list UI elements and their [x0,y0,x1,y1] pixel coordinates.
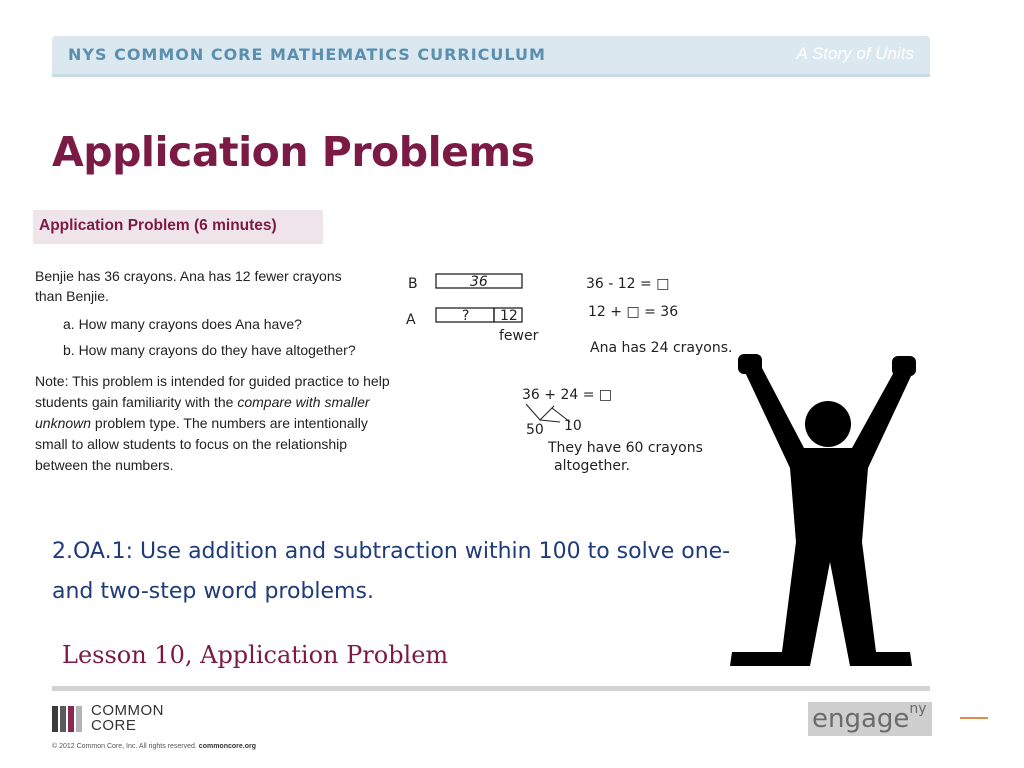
header-underline [52,74,930,77]
tape-label-a: A [406,312,416,328]
tape-a-value: 12 [500,308,518,324]
engage-ny-logo [808,702,932,736]
common-core-wordmark [91,703,164,733]
teacher-note [35,371,390,476]
page-title: Application Problems [52,128,535,176]
footer-divider [52,686,930,691]
common-core-logo-icon [52,706,84,732]
cheering-figure-icon [726,346,934,668]
decorative-dash [960,717,988,719]
question-b: b. How many crayons do they have altogether? [63,342,356,358]
section-subhead: Application Problem (6 minutes) [33,210,323,244]
fewer-label: fewer [499,328,539,344]
tape-label-b: B [408,276,418,292]
curriculum-title: NYS COMMON CORE MATHEMATICS CURRICULUM [68,45,546,64]
tape-b-value: 36 [470,274,488,290]
note-suffix: problem type. The numbers are intentionally small to allow students to focus on the relationship between the numbers. [35,415,368,473]
engage-text: engage [812,704,910,734]
note-emphasis: compare with smaller unknown [35,394,370,431]
cc-line2: CORE [91,717,137,734]
student-work-sketch [400,262,740,482]
lesson-label: Lesson 10, Application Problem [62,641,449,669]
equation-missing-addend: 12 + □ = 36 [588,304,679,320]
answer-b-line2: altogether. [554,458,630,474]
answer-a: Ana has 24 crayons. [590,340,733,356]
equation-subtract: 36 - 12 = □ [586,276,670,292]
standard-description: 2.OA.1: Use addition and subtraction within 100 to solve one- and two-step word problems. [52,539,731,604]
header-bar [52,36,930,74]
note-prefix: Note: This problem is intended for guided practice to help students gain familiarity with the [35,373,390,410]
copyright-site: commoncore.org [198,743,256,750]
cc-line1: COMMON [91,702,164,719]
answer-b-line1: They have 60 crayons [548,440,703,456]
copyright-text: © 2012 Common Core, Inc. All rights reserved. [52,743,197,750]
split-10: 10 [564,418,582,434]
engage-sup: ny [909,701,927,718]
question-a: a. How many crayons does Ana have? [63,316,302,332]
tape-a-unknown: ? [462,308,470,324]
series-title: A Story of Units [796,44,914,63]
copyright [52,743,256,750]
split-50: 50 [526,422,544,438]
problem-statement: Benjie has 36 crayons. Ana has 12 fewer crayons than Benjie. [35,268,342,304]
equation-add: 36 + 24 = □ [522,387,613,403]
